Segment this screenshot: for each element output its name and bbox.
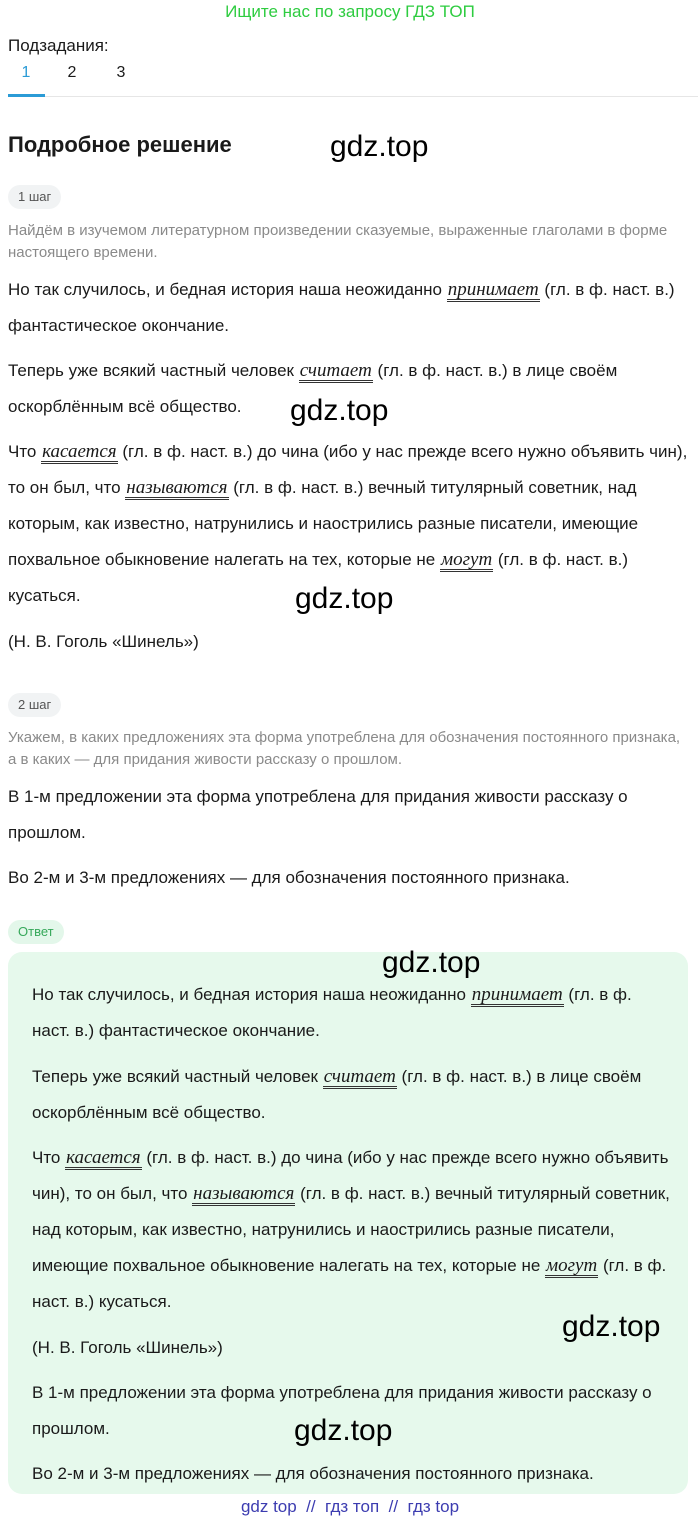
predicate-verb: могут xyxy=(440,549,493,570)
step-2-hint: Укажем, в каких предложениях эта форма употреблена для обозначения постоянного признака, а в каких — для придания живости рассказу о прошлом. xyxy=(8,729,681,768)
top-banner: Ищите нас по запросу ГДЗ ТОП xyxy=(225,2,475,21)
answer-sentence-2: Теперь уже всякий частный человек считает (гл. в ф. наст. в.) в лице своём оскорблённым всё общество. xyxy=(32,1066,642,1122)
tab-3[interactable]: 3 xyxy=(116,64,126,81)
predicate-verb: считает xyxy=(299,360,372,381)
watermark: gdz.top xyxy=(382,946,481,979)
predicate-verb: могут xyxy=(546,1255,598,1276)
solution-title: Подробное решение xyxy=(8,132,232,157)
predicate-verb: касается xyxy=(66,1147,141,1168)
watermark: gdz.top xyxy=(330,130,429,163)
answer-paragraph-1: В 1-м предложении эта форма употреблена для придания живости рассказу о прошлом. xyxy=(32,1383,652,1438)
answer-paragraph-2: Во 2-м и 3-м предложениях — для обозначения постоянного признака. xyxy=(32,1464,594,1483)
subtasks-label: Подзадания: xyxy=(8,36,109,55)
predicate-verb: считает xyxy=(323,1066,396,1087)
answer-sentence-1: Но так случилось, и бедная история наша неожиданно принимает (гл. в ф. наст. в.) фантастическое окончание. xyxy=(32,984,632,1040)
tab-1[interactable]: 1 xyxy=(21,64,31,81)
predicate-verb: принимает xyxy=(471,984,563,1005)
predicate-verb: принимает xyxy=(447,279,539,300)
step-1-sentence-3: Что касается (гл. в ф. наст. в.) до чина (ибо у нас прежде всего нужно объявить чин), то он был, что называются (гл. в ф. наст. в.) вечный титулярный советник, над которым, как известно, натрунились и наострились разные писатели, имеющие похвальное обыкновение налегать на тех, которые не могут (гл. в ф. наст. в.) кусаться. xyxy=(8,441,688,605)
watermark: gdz.top xyxy=(295,582,394,615)
step-1-hint: Найдём в изучемом литературном произведении сказуемые, выраженные глаголами в форме настоящего времени. xyxy=(8,222,668,261)
active-tab-indicator xyxy=(8,94,45,97)
subtask-tabs xyxy=(8,64,698,97)
step-2-paragraph-1: В 1-м предложении эта форма употреблена для придания живости рассказу о прошлом. xyxy=(8,787,628,842)
step-1-sentence-1: Но так случилось, и бедная история наша неожиданно принимает (гл. в ф. наст. в.) фантастическое окончание. xyxy=(8,279,675,335)
step-2-paragraph-2: Во 2-м и 3-м предложениях — для обозначения постоянного признака. xyxy=(8,868,570,887)
watermark: gdz.top xyxy=(294,1414,393,1447)
watermark: gdz.top xyxy=(290,394,389,427)
step-1-sentence-2: Теперь уже всякий частный человек считает (гл. в ф. наст. в.) в лице своём оскорблённым всё общество. xyxy=(8,360,618,416)
predicate-verb: называются xyxy=(193,1183,295,1204)
predicate-verb: касается xyxy=(42,441,117,462)
answer-badge: Ответ xyxy=(8,920,64,944)
step-2-badge: 2 шаг xyxy=(8,693,61,717)
step-1-source: (Н. В. Гоголь «Шинель») xyxy=(8,632,199,651)
answer-sentence-3: Что касается (гл. в ф. наст. в.) до чина (ибо у нас прежде всего нужно объявить чин), то он был, что называются (гл. в ф. наст. в.) вечный титулярный советник, над которым, как известно, натрунились и наострились разные писатели, имеющие похвальное обыкновение налегать на тех, которые не могут (гл. в ф. наст. в.) кусаться. xyxy=(32,1147,670,1311)
step-1-badge: 1 шаг xyxy=(8,185,61,209)
tabs-divider xyxy=(8,96,698,97)
watermark: gdz.top xyxy=(562,1310,661,1343)
tab-2[interactable]: 2 xyxy=(67,64,77,81)
footer-links[interactable]: gdz top // гдз топ // гдз top xyxy=(240,1497,460,1516)
answer-source: (Н. В. Гоголь «Шинель») xyxy=(32,1338,223,1357)
predicate-verb: называются xyxy=(126,477,228,498)
